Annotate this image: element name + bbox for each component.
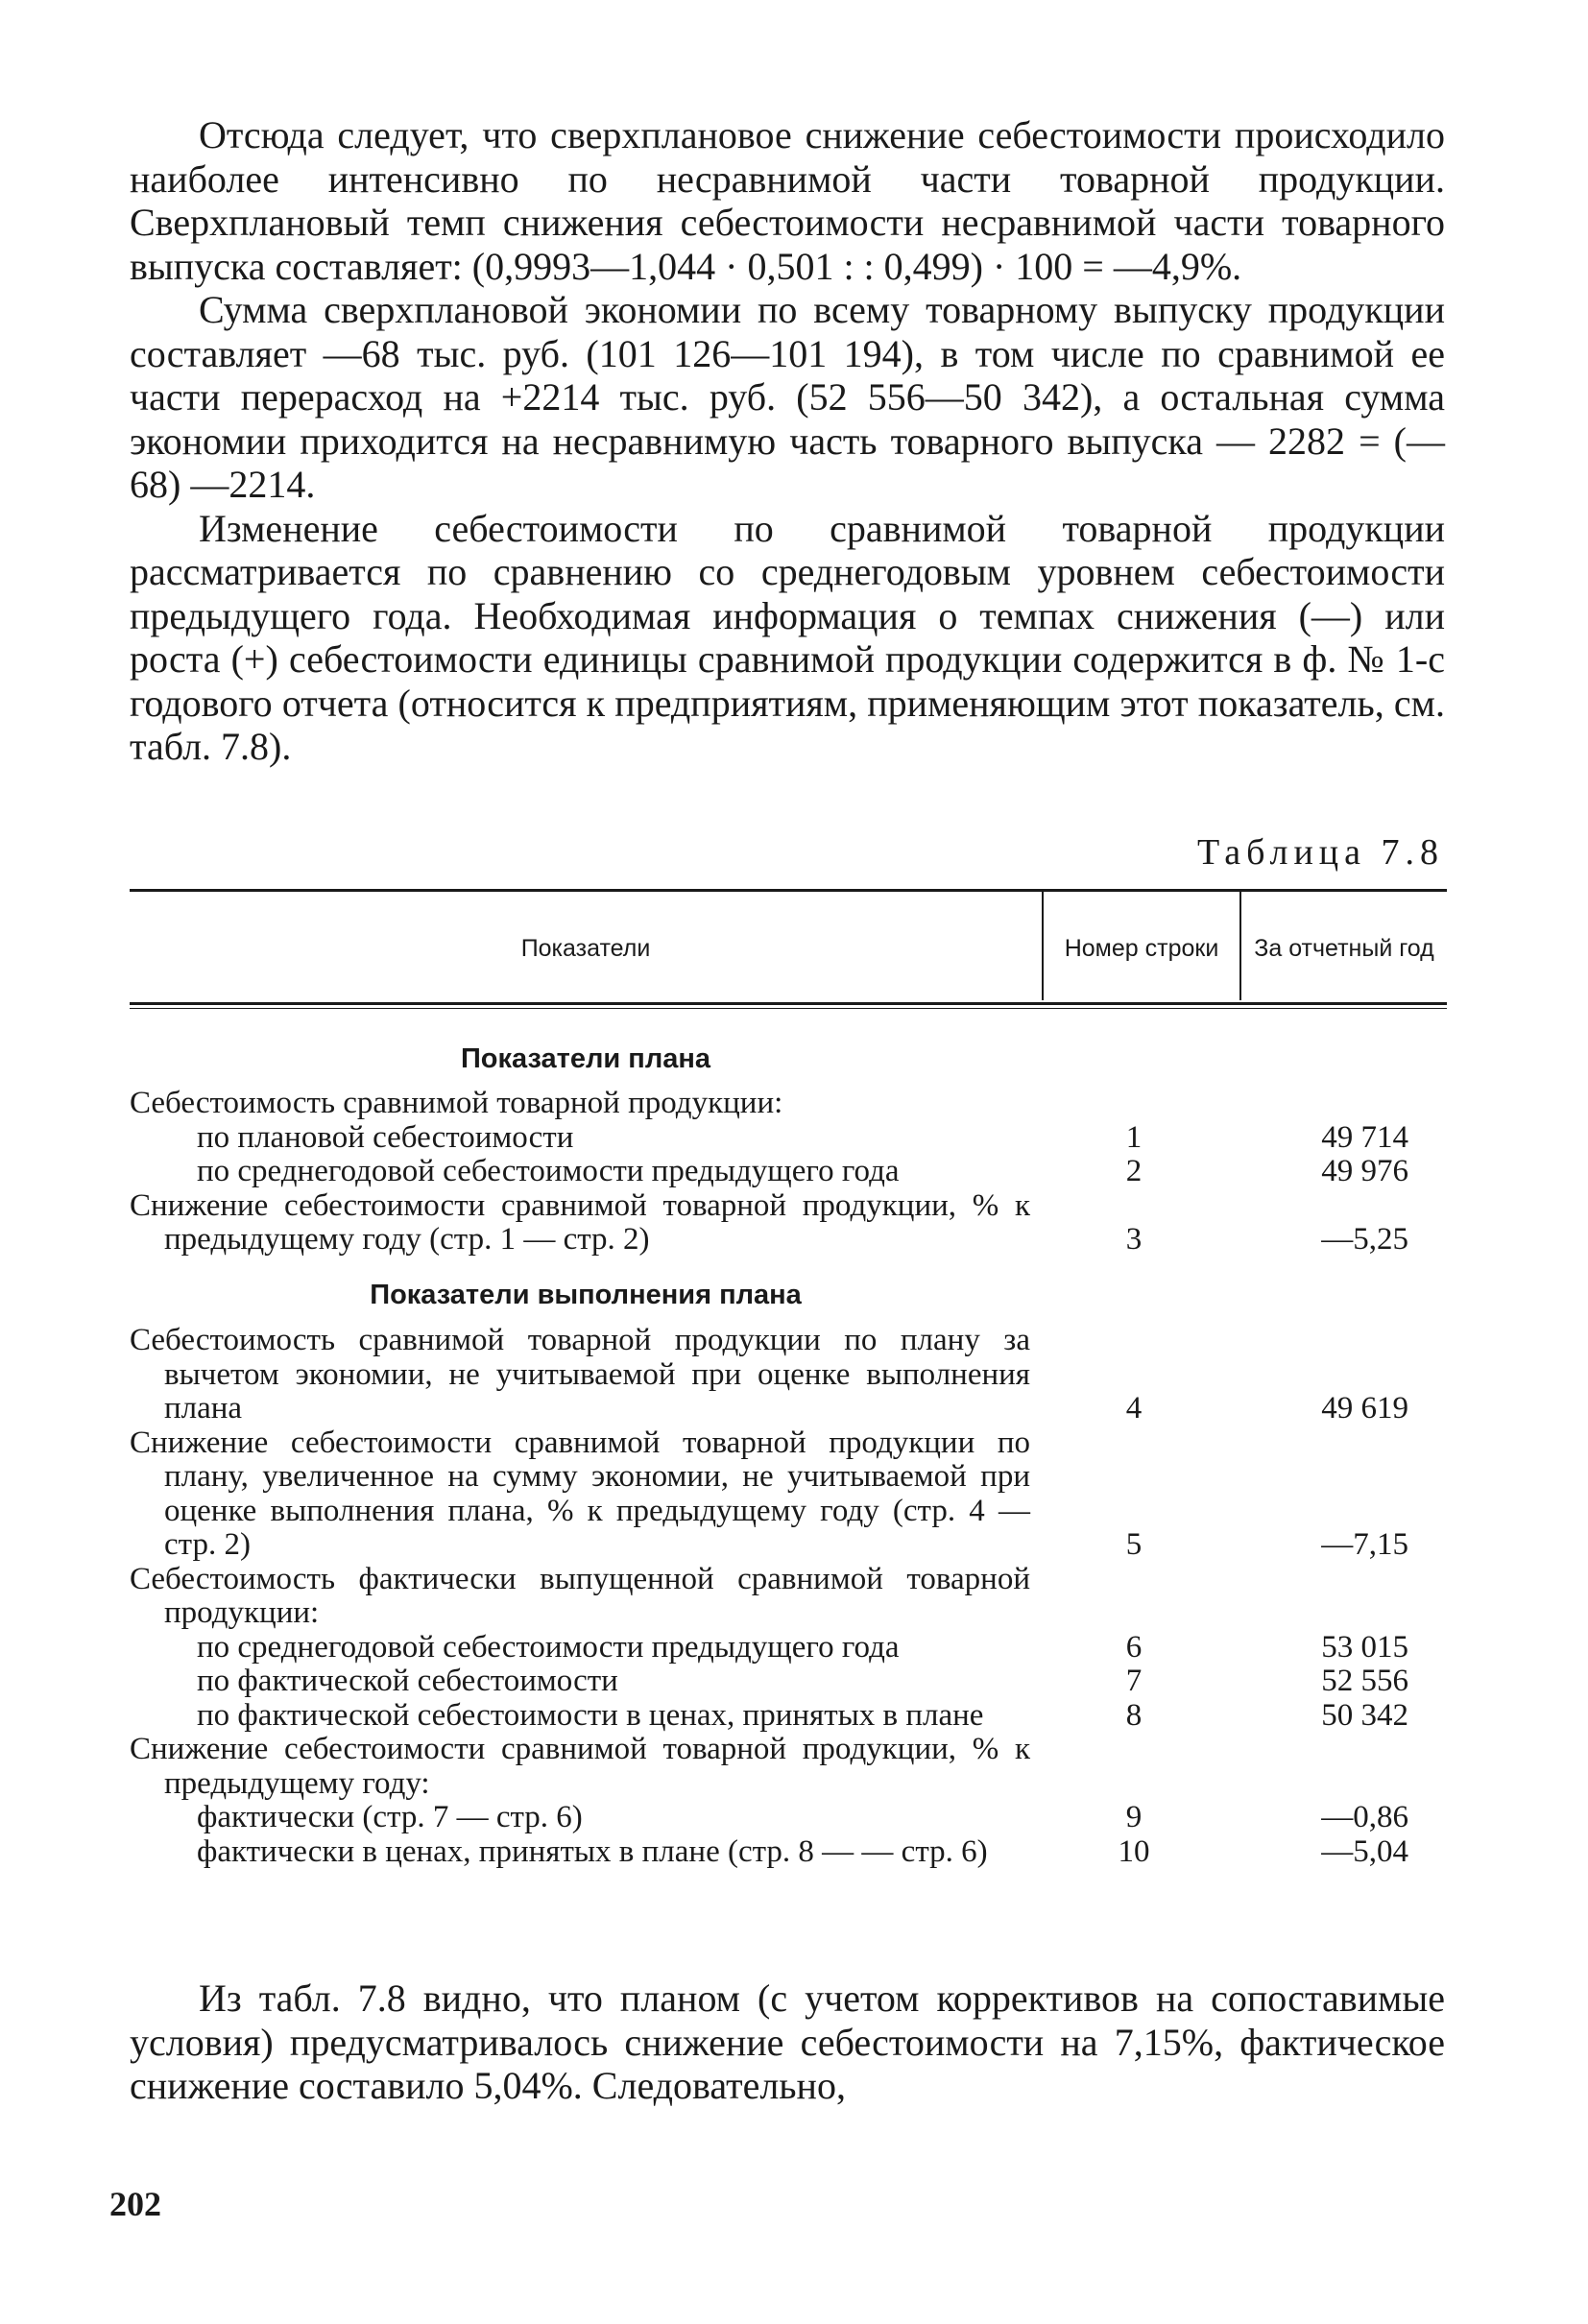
row-label: по среднегодовой себестоимости предыдущего года [197, 1154, 900, 1188]
row-label: по фактической себестоимости в ценах, принятых в плане [197, 1697, 984, 1733]
row-value: 49 619 [1321, 1391, 1408, 1426]
header-row-number: Номер строки [1064, 934, 1219, 962]
row-value: —7,15 [1321, 1527, 1408, 1562]
table-row [130, 1087, 1447, 1121]
row-label: Себестоимость сравнимой товарной продукции: [130, 1086, 783, 1120]
row-value: 50 342 [1321, 1697, 1408, 1733]
row-value: 53 015 [1321, 1629, 1408, 1665]
row-number: 2 [1125, 1154, 1143, 1188]
section-title-execution: Показатели выполнения плана [370, 1280, 802, 1310]
table-row [130, 1665, 1447, 1699]
table-row [130, 1631, 1447, 1665]
row-value: 49 714 [1321, 1119, 1408, 1155]
cost-table [130, 889, 1447, 1949]
row-label: по фактической себестоимости [197, 1664, 618, 1698]
table-row [130, 1324, 1447, 1426]
row-number: 1 [1125, 1119, 1143, 1155]
row-number: 9 [1125, 1800, 1143, 1834]
row-number: 7 [1125, 1664, 1143, 1698]
row-label: Снижение себестоимости сравнимой товарной продукции, % к предыдущему году (стр. 1 — стр. 2) [130, 1187, 1030, 1257]
row-label: Снижение себестоимости сравнимой товарной продукции по плану, увеличенное на сумму экономии, не учитываемой при оценке выполнения плана, % к предыдущему году (стр. 4 — стр. 2) [130, 1425, 1030, 1562]
table-row [130, 1801, 1447, 1835]
row-label: Себестоимость фактически выпущенной сравнимой товарной продукции: [130, 1561, 1030, 1630]
table-row [130, 1733, 1447, 1801]
section-title-plan: Показатели плана [460, 1043, 711, 1074]
table-row [130, 1835, 1447, 1870]
table-row [130, 1121, 1447, 1156]
row-number: 6 [1125, 1629, 1143, 1665]
header-rule [130, 1002, 1447, 1005]
table-row [130, 1563, 1447, 1631]
table-row [130, 1426, 1447, 1563]
paragraph: Отсюда следует, что сверхплановое снижение себестоимости происходило наиболее интенсивно по несравнимой части товарной продукции. Сверхплановый темп снижения себестоимости несравнимой части товарного выпуска составляет: (0,9993—1,044 · 0,501 : : 0,499) · 100 = —4,9%. [130, 113, 1445, 288]
table-caption: Таблица 7.8 [1196, 832, 1444, 873]
row-value: —0,86 [1321, 1800, 1408, 1834]
table-body-plan [130, 1087, 1447, 1258]
page-number: 202 [109, 2185, 161, 2223]
row-number: 8 [1125, 1697, 1143, 1733]
table-row [130, 1189, 1447, 1258]
paragraph: Из табл. 7.8 видно, что планом (с учетом коррективов на сопоставимые условия) предусматривалось снижение себестоимости на 7,15%, фактическое снижение составило 5,04%. Следовательно, [130, 1977, 1445, 2107]
row-value: 49 976 [1321, 1154, 1408, 1188]
row-value: —5,25 [1321, 1222, 1408, 1257]
table-top-rule [130, 889, 1447, 892]
header-reporting-year: За отчетный год [1254, 934, 1434, 962]
row-number: 5 [1125, 1527, 1143, 1562]
text-block-before-table [130, 113, 1445, 769]
paragraph: Сумма сверхплановой экономии по всему товарному выпуску продукции составляет —68 тыс. руб. (101 126—101 194), в том числе по сравнимой ее части перерасход на +2214 тыс. руб. (52 556—50 342), а остальная сумма экономии приходится на несравнимую часть товарного выпуска — 2282 = (—68) —2214. [130, 288, 1445, 506]
row-number: 10 [1118, 1833, 1150, 1869]
row-label: фактически в ценах, принятых в плане (стр. 8 — — стр. 6) [197, 1833, 988, 1869]
table-row [130, 1155, 1447, 1189]
text-block-after-table [130, 1977, 1445, 2108]
row-label: Снижение себестоимости сравнимой товарной продукции, % к предыдущему году: [130, 1732, 1030, 1801]
table-row [130, 1699, 1447, 1734]
row-label: по плановой себестоимости [197, 1119, 574, 1155]
row-number: 4 [1125, 1391, 1143, 1426]
row-value: 52 556 [1321, 1664, 1408, 1698]
table-body-execution [130, 1324, 1447, 1869]
header-indicators: Показатели [520, 934, 651, 962]
row-number: 3 [1125, 1222, 1143, 1257]
row-label: фактически (стр. 7 — стр. 6) [197, 1800, 583, 1834]
row-label: Себестоимость сравнимой товарной продукции по плану за вычетом экономии, не учитываемой при оценке выполнения плана [130, 1323, 1030, 1426]
paragraph: Изменение себестоимости по сравнимой товарной продукции рассматривается по сравнению со среднегодовым уровнем себестоимости предыдущего года. Необходимая информация о темпах снижения (—) или роста (+) себестоимости единицы сравнимой продукции содержится в ф. № 1-с годового отчета (относится к предприятиям, применяющим этот показатель, см. табл. 7.8). [130, 506, 1445, 768]
row-label: по среднегодовой себестоимости предыдущего года [197, 1629, 900, 1665]
row-value: —5,04 [1321, 1833, 1408, 1869]
header-rule-thin [130, 1008, 1447, 1009]
